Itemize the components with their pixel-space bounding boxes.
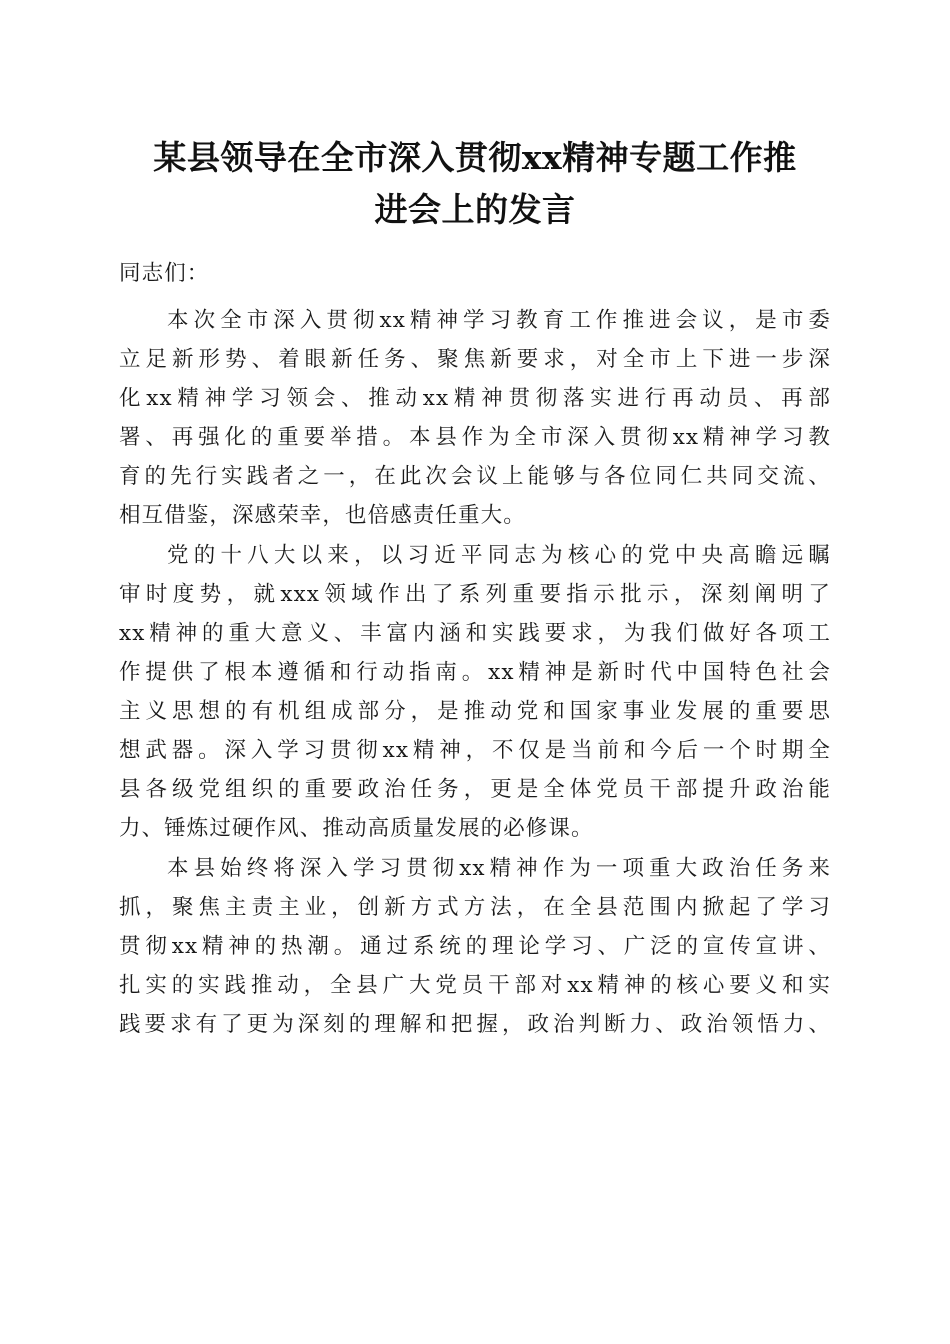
paragraph-2 <box>119 536 831 848</box>
paragraph-line: 本县始终将深入学习贯彻xx精神作为一项重大政治任务来 <box>167 856 831 881</box>
paragraph-line: 抓，聚焦主责主业，创新方式方法，在全县范围内掀起了学习 <box>119 895 831 920</box>
paragraph-line: 育的先行实践者之一，在此次会议上能够与各位同仁共同交流、 <box>119 464 831 489</box>
paragraph-line: 立足新形势、着眼新任务、聚焦新要求，对全市上下进一步深 <box>119 347 831 372</box>
salutation: 同志们： <box>119 261 210 286</box>
paragraph-line: 主义思想的有机组成部分，是推动党和国家事业发展的重要思 <box>119 699 831 724</box>
paragraph-line: 化xx精神学习领会、推动xx精神贯彻落实进行再动员、再部 <box>119 386 831 411</box>
paragraph-line: 署、再强化的重要举措。本县作为全市深入贯彻xx精神学习教 <box>119 425 831 450</box>
paragraph-3 <box>119 849 831 1044</box>
paragraph-line: xx精神的重大意义、丰富内涵和实践要求，为我们做好各项工 <box>119 621 831 646</box>
title-line: 进会上的发言 <box>374 190 576 229</box>
paragraph-line: 想武器。深入学习贯彻xx精神，不仅是当前和今后一个时期全 <box>119 738 831 763</box>
paragraph-line: 作提供了根本遵循和行动指南。xx精神是新时代中国特色社会 <box>119 660 831 685</box>
paragraph-line: 本次全市深入贯彻xx精神学习教育工作推进会议，是市委 <box>167 308 831 333</box>
document-title <box>100 132 850 236</box>
paragraph-line: 相互借鉴，深感荣幸，也倍感责任重大。 <box>119 503 526 528</box>
paragraph-line: 力、锤炼过硬作风、推动高质量发展的必修课。 <box>119 816 594 841</box>
title-line: 某县领导在全市深入贯彻xx精神专题工作推 <box>153 138 797 177</box>
paragraph-line: 县各级党组织的重要政治任务，更是全体党员干部提升政治能 <box>119 777 831 802</box>
paragraph-line: 践要求有了更为深刻的理解和把握，政治判断力、政治领悟力、 <box>119 1012 831 1037</box>
document-body <box>119 254 831 1044</box>
paragraph-line: 扎实的实践推动，全县广大党员干部对xx精神的核心要义和实 <box>119 973 831 998</box>
paragraph-line: 审时度势，就xxx领域作出了系列重要指示批示，深刻阐明了 <box>119 582 831 607</box>
paragraph-line: 党的十八大以来，以习近平同志为核心的党中央高瞻远瞩 <box>167 543 831 568</box>
paragraph-line: 贯彻xx精神的热潮。通过系统的理论学习、广泛的宣传宣讲、 <box>119 934 831 959</box>
paragraph-1 <box>119 301 831 535</box>
